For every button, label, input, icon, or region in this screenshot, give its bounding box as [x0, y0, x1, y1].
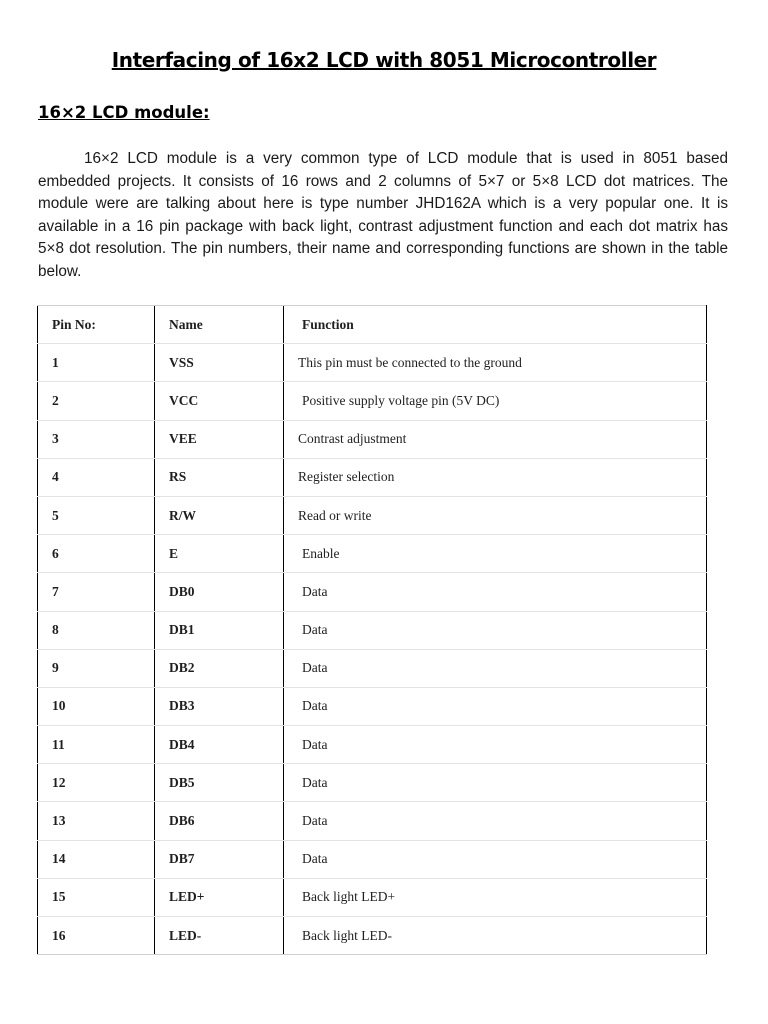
section-heading: 16×2 LCD module:: [38, 103, 210, 122]
pin-table-body: [38, 344, 707, 955]
table-row: [38, 764, 707, 802]
pin-function-cell: Read or write: [284, 496, 707, 534]
pin-name-cell: VSS: [155, 344, 284, 382]
header-name: Name: [155, 306, 284, 344]
pin-name-cell: DB1: [155, 611, 284, 649]
pin-number-cell: 10: [38, 687, 155, 725]
pin-number-cell: 16: [38, 917, 155, 955]
pin-number-cell: 11: [38, 726, 155, 764]
pin-name-cell: VEE: [155, 420, 284, 458]
pin-name-cell: R/W: [155, 496, 284, 534]
table-row: [38, 344, 707, 382]
pin-number-cell: 13: [38, 802, 155, 840]
pin-function-cell: Data: [284, 764, 707, 802]
pin-name-cell: LED-: [155, 917, 284, 955]
pin-function-cell: Data: [284, 687, 707, 725]
table-row: [38, 917, 707, 955]
pin-name-cell: DB0: [155, 573, 284, 611]
pin-name-cell: VCC: [155, 382, 284, 420]
table-row: [38, 611, 707, 649]
pin-function-cell: Data: [284, 573, 707, 611]
table-row: [38, 878, 707, 916]
table-row: [38, 496, 707, 534]
pin-name-cell: RS: [155, 458, 284, 496]
table-row: [38, 649, 707, 687]
page-title: Interfacing of 16x2 LCD with 8051 Microcontroller: [111, 48, 657, 72]
pin-function-cell: Data: [284, 802, 707, 840]
table-row: [38, 802, 707, 840]
pin-function-cell: Data: [284, 726, 707, 764]
pin-name-cell: DB7: [155, 840, 284, 878]
pin-number-cell: 6: [38, 535, 155, 573]
header-function: Function: [284, 306, 707, 344]
pin-number-cell: 3: [38, 420, 155, 458]
pin-name-cell: DB5: [155, 764, 284, 802]
table-row: [38, 840, 707, 878]
pin-name-cell: LED+: [155, 878, 284, 916]
pin-number-cell: 9: [38, 649, 155, 687]
table-row: [38, 382, 707, 420]
table-row: [38, 687, 707, 725]
pin-number-cell: 8: [38, 611, 155, 649]
pin-number-cell: 7: [38, 573, 155, 611]
pin-number-cell: 14: [38, 840, 155, 878]
pin-number-cell: 5: [38, 496, 155, 534]
pin-function-cell: Back light LED-: [284, 917, 707, 955]
table-row: [38, 573, 707, 611]
pin-number-cell: 12: [38, 764, 155, 802]
pin-function-cell: Back light LED+: [284, 878, 707, 916]
pin-function-cell: Data: [284, 840, 707, 878]
pin-number-cell: 1: [38, 344, 155, 382]
pin-name-cell: DB3: [155, 687, 284, 725]
pin-function-cell: Contrast adjustment: [284, 420, 707, 458]
pin-function-cell: Data: [284, 611, 707, 649]
pin-function-cell: Register selection: [284, 458, 707, 496]
table-row: [38, 458, 707, 496]
table-row: [38, 420, 707, 458]
pin-name-cell: DB4: [155, 726, 284, 764]
pin-name-cell: DB6: [155, 802, 284, 840]
pin-number-cell: 15: [38, 878, 155, 916]
pin-function-cell: Enable: [284, 535, 707, 573]
header-pin-no: Pin No:: [38, 306, 155, 344]
pin-number-cell: 4: [38, 458, 155, 496]
pin-function-cell: Data: [284, 649, 707, 687]
pin-number-cell: 2: [38, 382, 155, 420]
table-header-row: [38, 306, 707, 344]
table-row: [38, 535, 707, 573]
pin-function-cell: This pin must be connected to the ground: [284, 344, 707, 382]
pin-name-cell: E: [155, 535, 284, 573]
pin-name-cell: DB2: [155, 649, 284, 687]
body-paragraph: 16×2 LCD module is a very common type of LCD module that is used in 8051 based embedded projects. It consists of 16 rows and 2 columns of 5×7 or 5×8 LCD dot matrices. The module were are talking about here is type number JHD162A which is a very popular one. It is available in a 16 pin package with back light, contrast adjustment function and each dot matrix has 5×8 dot resolution. The pin numbers, their name and corresponding functions are shown in the table below.: [38, 150, 728, 280]
pin-table: [37, 305, 707, 955]
table-row: [38, 726, 707, 764]
pin-function-cell: Positive supply voltage pin (5V DC): [284, 382, 707, 420]
